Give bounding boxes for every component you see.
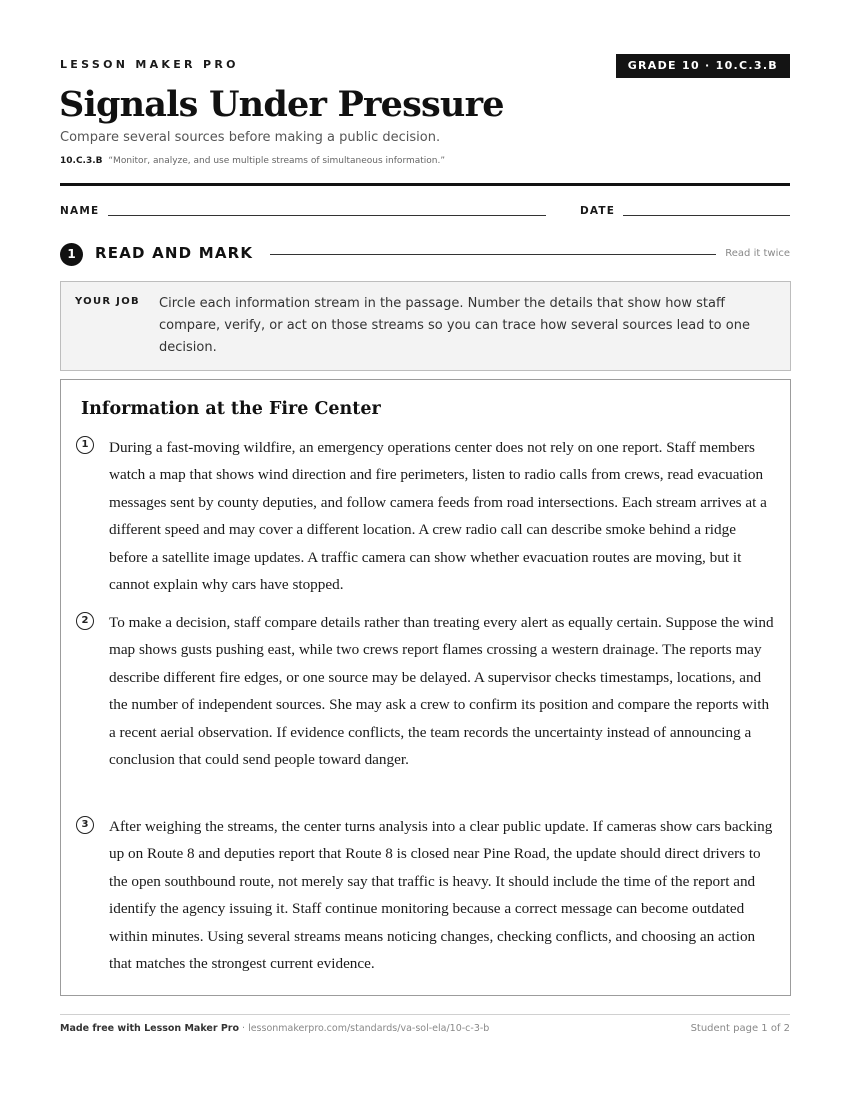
name-label: NAME bbox=[60, 205, 100, 217]
section-rule bbox=[270, 254, 716, 255]
section-number-badge: 1 bbox=[60, 243, 83, 266]
paragraph-1: During a fast-moving wildfire, an emergency operations center does not rely on one report. Staff members watch a map that shows wind direction and fire perimeters, listen to radio calls from crews, read evacuation messages sent by county deputies, and follow camera feeds from road intersections. Each stream arrives at a different speed and may cover a different location. A crew radio call can describe smoke behind a ridge before a satellite image updates. A traffic camera can show whether evacuation routes are moving, but it cannot explain why cars have stopped. bbox=[109, 439, 767, 594]
paragraph-3: After weighing the streams, the center turns analysis into a clear public update. If cameras show cars backing up on Route 8 and deputies report that Route 8 is closed near Pine Road, the update should direct drivers to the open southbound route, not merely say that traffic is heavy. It should include the time of the report and identify the agency issuing it. Staff continue monitoring because a correct message can become outdated within minutes. Using several streams means noticing changes, checking conflicts, and choosing an action that matches the strongest current evidence. bbox=[109, 818, 773, 973]
paragraph-2: To make a decision, staff compare details rather than treating every alert as equally certain. Suppose the wind map shows gusts pushing east, while two crews report flames crossing a western drainage. The reports may describe different fire edges, or one source may be delayed. A supervisor checks timestamps, locations, and the number of independent sources. She may ask a crew to confirm its position and compare the reports with a recent aerial observation. If evidence conflicts, the team records the uncertainty instead of announcing a conclusion that could send people toward danger. bbox=[109, 614, 774, 769]
paragraph-number-2: 2 bbox=[76, 612, 94, 630]
footer-separator: · bbox=[239, 1023, 249, 1034]
paragraph-number-1: 1 bbox=[76, 436, 94, 454]
date-label: DATE bbox=[580, 205, 616, 217]
brand-name: LESSON MAKER PRO bbox=[60, 58, 239, 71]
paragraph-number-3: 3 bbox=[76, 816, 94, 834]
page-subtitle: Compare several sources before making a public decision. bbox=[60, 130, 441, 145]
footer-page-number: Student page 1 of 2 bbox=[690, 1023, 790, 1034]
passage-title: Information at the Fire Center bbox=[81, 399, 381, 419]
instructions-box bbox=[60, 281, 791, 371]
passage-box bbox=[60, 379, 791, 996]
footer-made-with: Made free with Lesson Maker Pro bbox=[60, 1023, 240, 1034]
date-field[interactable] bbox=[623, 215, 790, 216]
standard-text: “Monitor, analyze, and use multiple streams of simultaneous information.” bbox=[108, 156, 446, 166]
footer-url[interactable]: lessonmakerpro.com/standards/va-sol-ela/10-c-3-b bbox=[248, 1023, 490, 1034]
standard-line bbox=[60, 156, 445, 166]
standard-code: 10.C.3.B bbox=[60, 156, 103, 166]
footer-divider bbox=[60, 1014, 790, 1015]
name-field[interactable] bbox=[108, 215, 546, 216]
instructions-text: Circle each information stream in the passage. Number the details that show how staff compare, verify, or act on those streams so you can trace how several sources lead to one decision. bbox=[159, 296, 750, 355]
page-title: Signals Under Pressure bbox=[59, 84, 504, 125]
section-title: READ AND MARK bbox=[95, 244, 254, 262]
header-divider bbox=[60, 183, 790, 186]
section-note: Read it twice bbox=[725, 248, 790, 259]
grade-badge: GRADE 10 · 10.C.3.B bbox=[616, 54, 790, 78]
instructions-label: YOUR JOB bbox=[75, 296, 140, 307]
footer-credit bbox=[60, 1023, 489, 1034]
